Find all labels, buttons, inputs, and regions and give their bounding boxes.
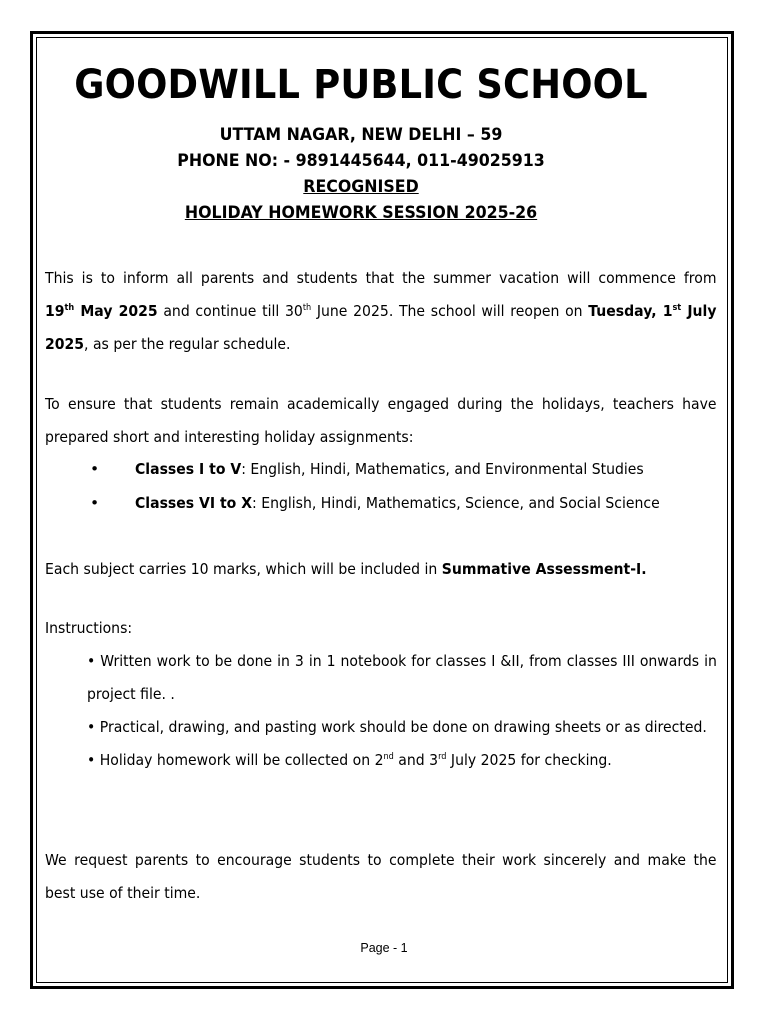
intro-line-3: 2025, as per the regular schedule. [45,335,291,353]
assignments-line-1: To ensure that students remain academically engaged during the holidays, teachers have [45,395,717,413]
instruction-item-1: • Written work to be done in 3 in 1 notebook for classes I &II, from classes III onwards in project file. . [87,652,717,703]
school-name: GOODWILL PUBLIC SCHOOL [74,62,648,108]
page-number: Page - 1 [360,941,408,955]
intro-line-1: This is to inform all parents and students that the summer vacation will commence from [45,269,717,287]
closing-line-1: We request parents to encourage students to complete their work sincerely and make the [45,851,717,869]
instruction-item-3: • Holiday homework will be collected on 2nd and 3rd July 2025 for checking. [87,751,612,769]
school-address: UTTAM NAGAR, NEW DELHI – 59 [219,125,503,145]
bullet-icon: • [90,460,100,478]
assignments-paragraph [45,388,717,454]
intro-line-2: 19th May 2025 and continue till 30th June 2025. The school will reopen on Tuesday, 1st July [45,302,717,320]
closing-paragraph [45,844,717,910]
closing-line-2: best use of their time. [45,884,201,902]
session-title: HOLIDAY HOMEWORK SESSION 2025-26 [184,203,538,223]
instructions-heading: Instructions: [45,619,133,637]
marks-paragraph: Each subject carries 10 marks, which will be included in Summative Assessment-I. [45,560,647,578]
instruction-item-2: • Practical, drawing, and pasting work should be done on drawing sheets or as directed. [87,718,707,736]
recognised-label: RECOGNISED [303,177,419,197]
school-phone: PHONE NO: - 9891445644, 011-49025913 [177,151,545,171]
bullet-icon: • [90,494,100,512]
assignments-line-2: prepared short and interesting holiday assignments: [45,428,414,446]
intro-paragraph [45,262,717,361]
